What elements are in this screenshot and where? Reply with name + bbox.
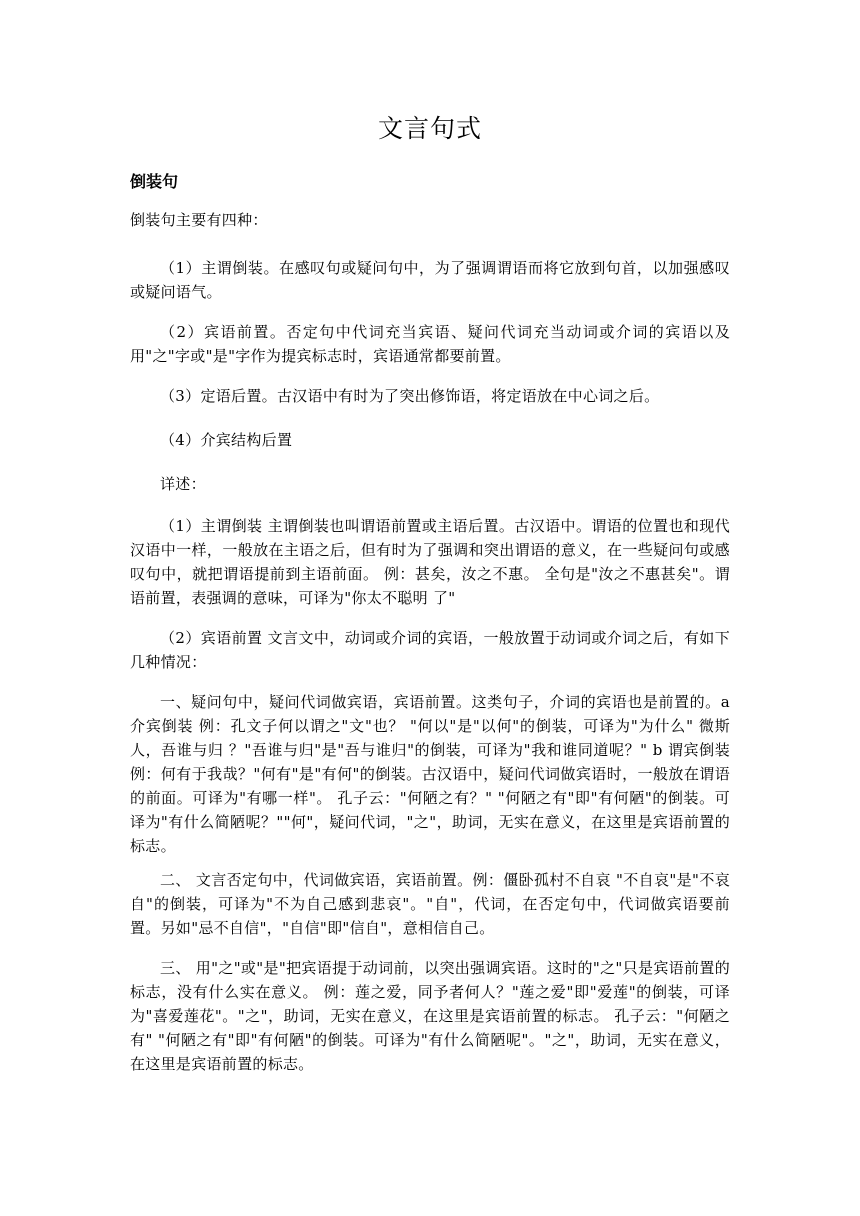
paragraph: 二、 文言否定句中，代词做宾语，宾语前置。例：僵卧孤村不自哀 "不自哀"是"不哀自"的倒装，可译为"不为自己感到悲哀"。"自"，代词，在否定句中，代词做宾语要前置。另如"忌不自信"，"自信"即"信自"，意相信自己。 xyxy=(130,871,730,937)
paragraph-block xyxy=(130,428,730,452)
paragraph-block xyxy=(130,514,730,610)
paragraph-block xyxy=(130,256,730,304)
paragraph-block xyxy=(130,626,730,674)
paragraph: （4）介宾结构后置 xyxy=(160,431,293,449)
paragraph-block xyxy=(130,384,730,408)
paragraph-block xyxy=(130,320,730,368)
section-heading: 倒装句 xyxy=(130,172,179,191)
paragraph-block xyxy=(130,690,730,858)
paragraph: （2）宾语前置 文言文中，动词或介词的宾语，一般放置于动词或介词之后，有如下几种情况： xyxy=(130,629,730,671)
paragraph: （1）主谓倒装 主谓倒装也叫谓语前置或主语后置。古汉语中。谓语的位置也和现代汉语中一样，一般放在主语之后，但有时为了强调和突出谓语的意义，在一些疑问句或感叹句中，就把谓语提前到主语前面。 例：甚矣，汝之不惠。 全句是"汝之不惠甚矣"。谓语前置，表强调的意味，可译为"你太不聪明 了" xyxy=(130,517,730,607)
paragraph: 三、 用"之"或"是"把宾语提于动词前，以突出强调宾语。这时的"之"只是宾语前置的标志，没有什么实在意义。 例：莲之爱，同予者何人？"莲之爱"即"爱莲"的倒装，可译为"喜爱莲花"。"之"，助词，无实在意义，在这里是宾语前置的标志。 孔子云："何陋之有" "何陋之有"即"有何陋"的倒装。可译为"有什么简陋呢"。"之"，助词，无实在意义，在这里是宾语前置的标志。 xyxy=(130,959,730,1073)
paragraph: （3）定语后置。古汉语中有时为了突出修饰语，将定语放在中心词之后。 xyxy=(160,387,660,405)
paragraph-block xyxy=(130,956,730,1076)
paragraph: （2）宾语前置。否定句中代词充当宾语、疑问代词充当动词或介词的宾语以及用"之"字或"是"字作为提宾标志时，宾语通常都要前置。 xyxy=(130,323,730,365)
paragraph: 一、疑问句中，疑问代词做宾语，宾语前置。这类句子，介词的宾语也是前置的。a 介宾倒装 例：孔文子何以谓之"文"也？ "何以"是"以何"的倒装，可译为"为什么" 微斯人，吾谁与归 ？"吾谁与归"是"吾与谁归"的倒装，可译为"我和谁同道呢？" b 谓宾倒装 例：何有于我哉？"何有"是"有何"的倒装。古汉语中，疑问代词做宾语时，一般放在谓语的前面。可译为"有哪一样"。 孔子云："何陋之有？" "何陋之有"即"有何陋"的倒装。可译为"有什么简陋呢？""何"，疑问代词，"之"，助词，无实在意义，在这里是宾语前置的标志。 xyxy=(130,693,730,855)
document-title: 文言句式 xyxy=(377,114,482,143)
intro-text: 倒装句主要有四种： xyxy=(130,211,268,229)
paragraph: （1）主谓倒装。在感叹句或疑问句中，为了强调谓语而将它放到句首，以加强感叹或疑问语气。 xyxy=(130,259,730,301)
paragraph-block xyxy=(130,472,730,496)
paragraph-block xyxy=(130,868,730,940)
paragraph: 详述： xyxy=(160,475,206,493)
intro-paragraph xyxy=(130,208,730,232)
